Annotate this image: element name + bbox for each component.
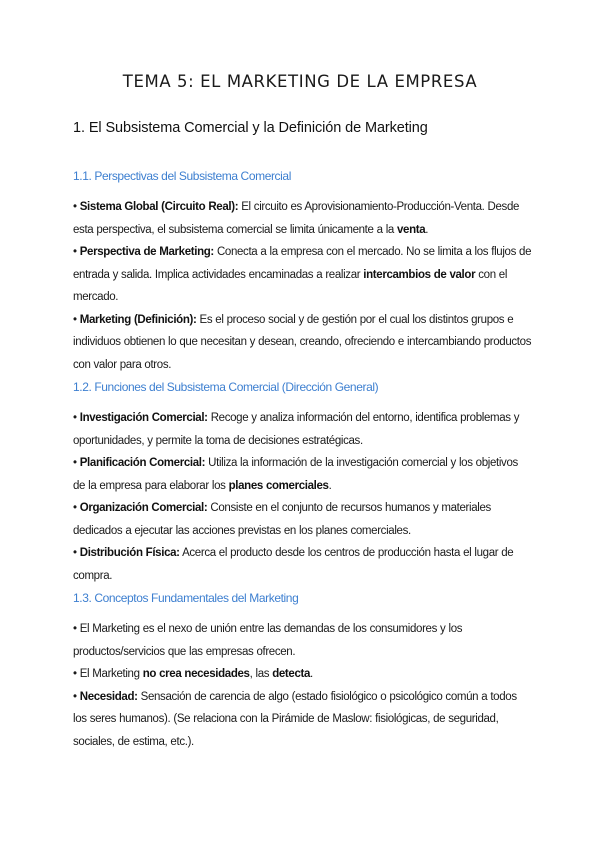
item-text: con el mercado. xyxy=(73,268,508,303)
list-item xyxy=(73,618,533,663)
list-item xyxy=(73,309,533,377)
item-text: Recoge y analiza información del entorno, identifica problemas y oportunidades, y permite la toma de decisiones estratégicas. xyxy=(73,412,520,447)
subsection-heading-1-1: 1.1. Perspectivas del Subsistema Comercial xyxy=(73,169,291,183)
bullet: • xyxy=(73,201,77,213)
bullet: • xyxy=(73,457,77,469)
item-term: Planificación Comercial: xyxy=(79,457,206,469)
item-emphasis: planes comerciales xyxy=(228,479,329,492)
item-text: El circuito es Aprovisionamiento-Producción-Venta. Desde esta perspectiva, el subsistema comercial se limita únicamente a la xyxy=(73,201,520,236)
item-text: El Marketing es el nexo de unión entre las demandas de los consumidores y los productos/servicios que las empresas ofrecen. xyxy=(73,623,463,658)
item-emphasis: intercambios de valor xyxy=(363,268,476,281)
bullet: • xyxy=(73,412,77,424)
bullet: • xyxy=(73,246,77,258)
item-text: . xyxy=(310,668,313,680)
item-emphasis: venta xyxy=(397,223,426,236)
list-item xyxy=(73,542,533,587)
item-term: Necesidad: xyxy=(79,690,138,703)
bullet: • xyxy=(73,690,77,703)
list-item xyxy=(73,241,533,309)
item-term: Marketing (Definición): xyxy=(79,313,197,326)
document-body xyxy=(73,165,533,753)
list-item xyxy=(73,497,533,542)
list-item xyxy=(73,452,533,497)
list-item xyxy=(73,407,533,452)
item-text: El Marketing xyxy=(76,668,143,680)
item-text: Acerca el producto desde los centros de producción hasta el lugar de compra. xyxy=(73,547,514,582)
subsection-heading-1-3: 1.3. Conceptos Fundamentales del Marketing xyxy=(73,591,299,605)
section-title: 1. El Subsistema Comercial y la Definición de Marketing xyxy=(73,120,428,136)
list-item xyxy=(73,686,533,754)
item-text: Es el proceso social y de gestión por el cual los distintos grupos e individuos obtienen lo que necesitan y desean, creando, ofreciendo e intercambiando productos con valor para otros. xyxy=(73,313,532,371)
item-term: Distribución Física: xyxy=(79,547,180,559)
item-text: , las xyxy=(249,668,273,680)
item-term: Perspectiva de Marketing: xyxy=(79,246,214,258)
bullet: • xyxy=(73,623,77,635)
bullet: • xyxy=(73,313,77,326)
bullet: • xyxy=(73,547,77,559)
document-title: TEMA 5: EL MARKETING DE LA EMPRESA xyxy=(122,72,478,91)
item-emphasis: no crea necesidades xyxy=(142,668,250,680)
item-text: Conecta a la empresa con el mercado. No se limita a los flujos de entrada y salida. Implica actividades encaminadas a realizar xyxy=(73,246,532,281)
bullet: • xyxy=(73,668,77,680)
item-text: . xyxy=(328,479,332,492)
item-text: . xyxy=(425,223,429,236)
item-term: Organización Comercial: xyxy=(79,502,208,514)
item-text: Utiliza la información de la investigación comercial y los objetivos de la empresa para elaborar los xyxy=(73,457,518,492)
item-term: Sistema Global (Circuito Real): xyxy=(79,201,239,213)
item-term: Investigación Comercial: xyxy=(79,412,208,424)
item-emphasis: detecta xyxy=(272,668,311,680)
list-item xyxy=(73,196,533,241)
item-text: Consiste en el conjunto de recursos humanos y materiales dedicados a ejecutar las acciones previstas en los planes comerciales. xyxy=(73,502,491,537)
list-item xyxy=(73,663,533,686)
subsection-heading-1-2: 1.2. Funciones del Subsistema Comercial (Dirección General) xyxy=(73,380,379,394)
item-text: Sensación de carencia de algo (estado fisiológico o psicológico común a todos los seres humanos). (Se relaciona con la Pirámide de Maslow: fisiológicas, de seguridad, sociales, de estima, etc.). xyxy=(73,690,517,748)
bullet: • xyxy=(73,502,77,514)
